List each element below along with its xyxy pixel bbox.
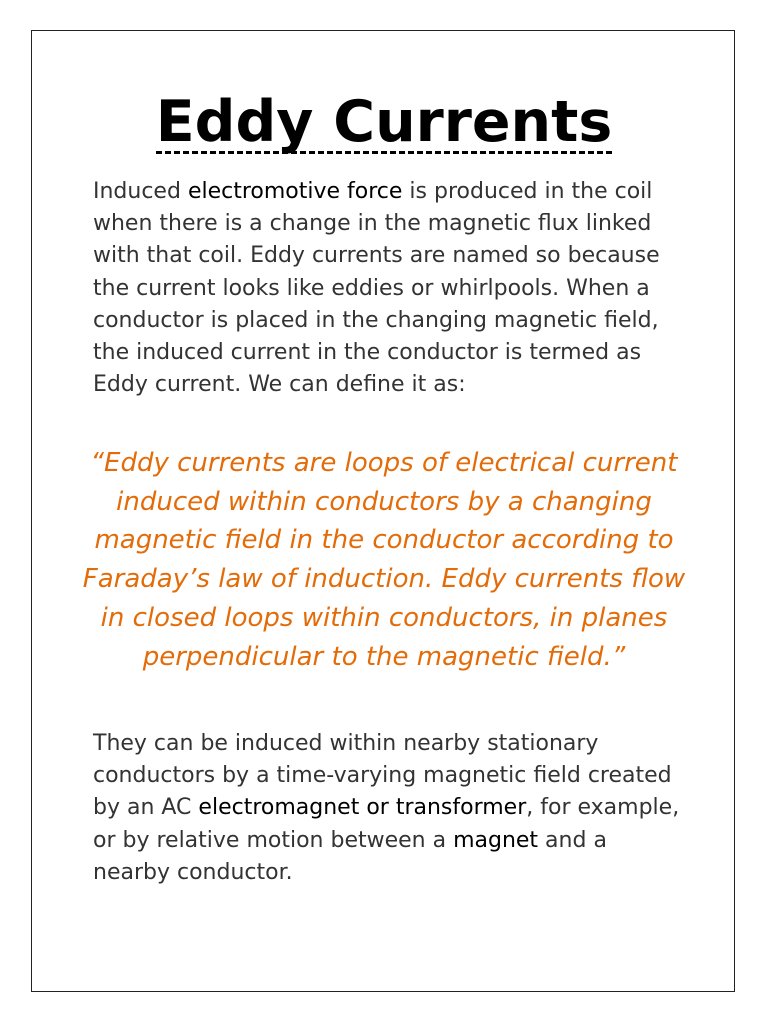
electromotive-force-link[interactable]: electromotive force: [187, 179, 403, 204]
induction-text-2: , for example, or by relative motion between a: [93, 795, 680, 853]
intro-paragraph: [93, 176, 683, 401]
electromagnet-transformer-link[interactable]: electromagnet or transformer: [198, 795, 527, 821]
intro-text-2: is produced in the coil when there is a change in the magnetic flux linked with that coil. Eddy currents are named so because the current looks like eddies or whirlpools. When a conductor is placed in the changing magnetic field, the induced current in the conductor is termed as Eddy current. We can define it as:: [93, 179, 660, 398]
induction-text-1: They can be induced within nearby stationary conductors by a time-varying magnetic field created by an AC: [93, 731, 672, 821]
intro-text-1: Induced: [93, 179, 188, 204]
induction-text-3: and a nearby conductor.: [93, 827, 607, 885]
document-title: [32, 89, 736, 155]
document-title-text: Eddy Currents: [155, 89, 613, 155]
definition-quote: “Eddy currents are loops of electrical current induced within conductors by a changing magnetic field in the conductor according to Faraday’s law of induction. Eddy currents flow in closed loops within conductors, in planes perpendicular to the magnetic field.”: [82, 448, 686, 672]
induction-paragraph: [93, 728, 683, 889]
magnet-link[interactable]: magnet: [453, 827, 539, 853]
document-page: [31, 30, 735, 992]
